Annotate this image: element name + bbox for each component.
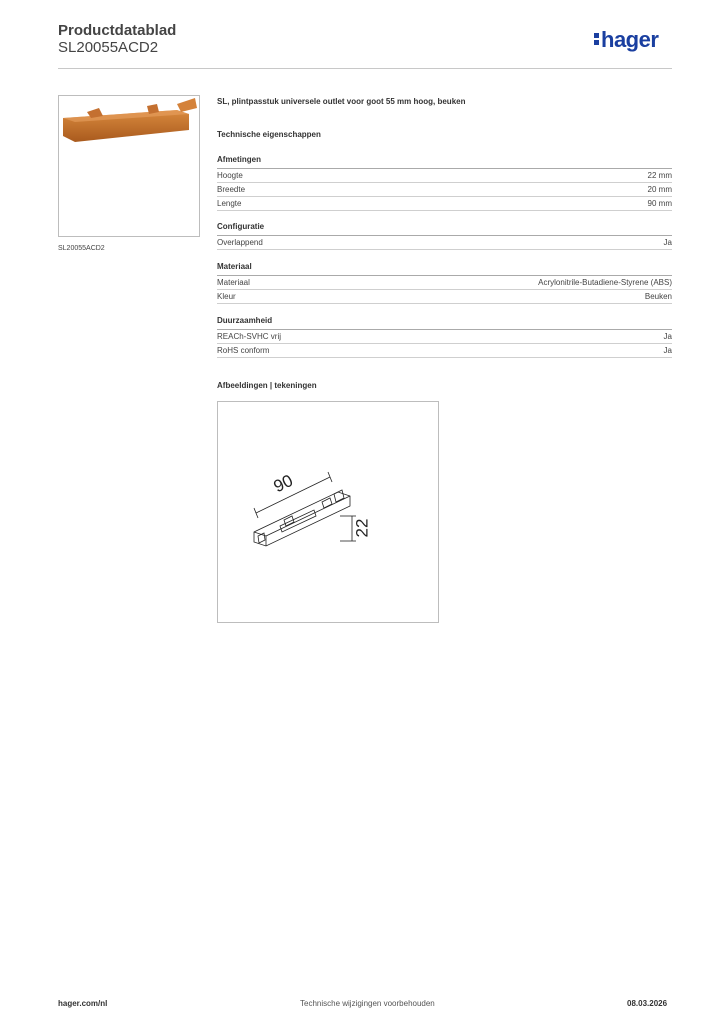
drawings-title: Afbeeldingen | tekeningen [217, 381, 317, 390]
product-image [58, 95, 200, 237]
footer-website[interactable]: hager.com/nl [58, 999, 108, 1008]
dimension-length-label: 90 [270, 470, 296, 497]
row-value: Ja [663, 346, 672, 355]
row-label: Materiaal [217, 278, 250, 287]
row-value: Beuken [644, 292, 672, 301]
product-title: SL, plintpasstuk universele outlet voor goot 55 mm hoog, beuken [217, 97, 466, 106]
row-value: 22 mm [647, 171, 672, 180]
group-duurzaamheid [217, 316, 672, 358]
row-value: 20 mm [647, 185, 672, 194]
row-value: 90 mm [647, 199, 672, 208]
footer-disclaimer: Technische wijzigingen voorbehouden [300, 999, 435, 1008]
hager-logo [594, 27, 658, 53]
technical-title: Technische eigenschappen [217, 130, 321, 139]
row-label: REACh-SVHC vrij [217, 332, 282, 341]
dimension-height-label: 22 [352, 518, 372, 538]
table-row [217, 236, 672, 250]
product-photo-icon [59, 96, 199, 236]
row-value: Ja [663, 238, 672, 247]
table-row [217, 344, 672, 358]
technical-drawing [217, 401, 439, 623]
table-row [217, 169, 672, 183]
dimension-drawing-icon [218, 402, 438, 622]
image-caption: SL20055ACD2 [58, 245, 105, 252]
row-label: Hoogte [217, 171, 243, 180]
row-label: Kleur [217, 292, 236, 301]
row-label: Overlappend [217, 238, 263, 247]
group-title: Configuratie [217, 222, 672, 236]
header-divider [58, 68, 672, 69]
table-row [217, 276, 672, 290]
group-afmetingen [217, 155, 672, 211]
product-details [217, 97, 672, 538]
row-label: RoHS conform [217, 346, 270, 355]
table-row [217, 330, 672, 344]
row-value: Acrylonitrile-Butadiene-Styrene (ABS) [538, 278, 672, 287]
logo-dots-icon [594, 31, 599, 47]
row-label: Lengte [217, 199, 242, 208]
product-code: SL20055ACD2 [58, 39, 159, 56]
logo-text: hager [601, 27, 659, 52]
table-row [217, 183, 672, 197]
group-title: Duurzaamheid [217, 316, 672, 330]
group-configuratie [217, 222, 672, 250]
page-title: Productdatablad [58, 22, 177, 39]
footer-date: 08.03.2026 [627, 999, 668, 1008]
row-value: Ja [663, 332, 672, 341]
table-row [217, 290, 672, 304]
group-title: Afmetingen [217, 155, 672, 169]
row-label: Breedte [217, 185, 246, 194]
group-title: Materiaal [217, 262, 672, 276]
table-row [217, 197, 672, 211]
group-materiaal [217, 262, 672, 304]
